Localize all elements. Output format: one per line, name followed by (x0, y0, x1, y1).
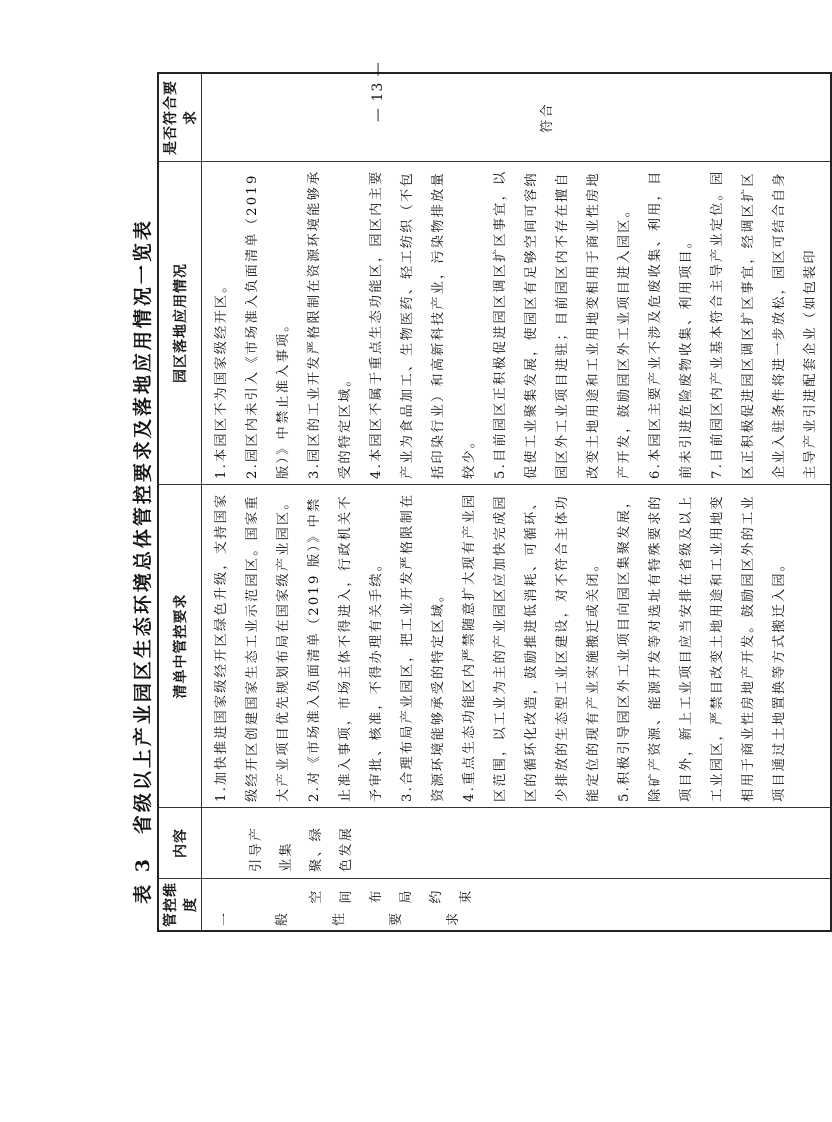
situation-item: 1.本园区不为国家级经开区。 (214, 277, 229, 479)
table-header-row (158, 73, 202, 931)
table-title: 表 3 省级以上产业园区生态环境总体管控要求及落地应用情况一览表 (132, 218, 154, 904)
header-compliance: 是否符合要求 (158, 73, 202, 162)
category-char: 求 (446, 910, 461, 926)
dimension-subcategory: 空间布局约束 (309, 888, 474, 904)
requirement-item: 4.重点生态功能区内严禁随意扩大现有产业园区范围，以工业为主的产业园区应加快完成园区的循环化改造，鼓励推进低消耗、可循环、少排放的生态型工业区建设，对不符合主体功能定位的现有产业实施搬迁或关闭。 (462, 492, 601, 802)
content-cell: 引导产业集聚、绿色发展 (202, 808, 832, 879)
category-char: 一 (218, 910, 233, 926)
situation-item: 5.目前园区正积极促进园区调区扩区事宜，以促使工业聚集发展，使园区有足够空间可容纳园区外工业项目进驻；目前园区内不存在擅自改变土地用途和工业用地变相用于商业性房地产开发，鼓励园区外工业项目进入园区。 (493, 169, 632, 479)
requirement-item: 5.积极引导园区外工业项目向园区集聚发展，除矿产资源、能源开发等对选址有特殊要求的项目外，新上工业项目应当安排在省级及以上工业园区，严禁目改变土地用途和工业用地变相用于商业性房地产开发。鼓励园区外的工业项目通过土地置换等方式搬迁入园。 (617, 492, 787, 802)
situation-cell (202, 162, 832, 485)
header-dimension: 管控维度 (158, 879, 202, 932)
dimension-category (210, 912, 469, 926)
situation-item: 6.本园区主要产业不涉及危废收集、利用，目前未引进危险废物收集、利用项目。 (648, 169, 694, 479)
requirement-item: 1.加快推进国家级经开区绿色升级，支持国家级经开区创建国家生态工业示范园区。国家重大产业项目优先规划布局在国家级产业园区。 (214, 492, 291, 802)
dimension-cell (202, 879, 832, 932)
situation-item: 3.园区的工业开发严格限制在资源环境能够承受的特定区域。 (307, 169, 353, 479)
header-requirements: 清单中管控要求 (158, 485, 202, 808)
requirements-cell (202, 485, 832, 808)
table-row (202, 73, 832, 931)
header-situation: 园区落地应用情况 (158, 162, 202, 485)
compliance-cell: 符合 (202, 73, 832, 162)
table-container (157, 80, 818, 932)
category-char: 要 (389, 910, 404, 926)
situation-item: 4.本园区不属于重点生态功能区，园区内主要产业为食品加工、生物医药、轻工纺织（不包括印染行业）和高新科技产业，污染物排放量较少。 (369, 169, 477, 479)
header-content: 内容 (158, 808, 202, 879)
page-number: — 13 — (370, 61, 386, 122)
situation-item: 2.园区内未引入《市场准入负面清单（2019 版）》中禁止准入事项。 (245, 173, 291, 479)
requirement-item: 3.合理布局产业园区，把工业开发严格限制在资源环境能够承受的特定区域。 (400, 492, 446, 802)
requirement-item: 2.对《市场准入负面清单（2019 版）》中禁止准入事项，市场主体不得进入，行政机关不予审批、核准，不得办理有关手续。 (307, 494, 384, 802)
category-char: 般 (275, 910, 290, 926)
category-char: 性 (332, 910, 347, 926)
control-requirements-table (157, 72, 832, 932)
situation-item: 7.目前园区内产业基本符合主导产业定位。园区正积极促进园区调区扩区事宜，经调区扩区企业入驻条件将进一步放松，园区可结合自身主导产业引进配套企业（如包装印 (710, 169, 818, 479)
